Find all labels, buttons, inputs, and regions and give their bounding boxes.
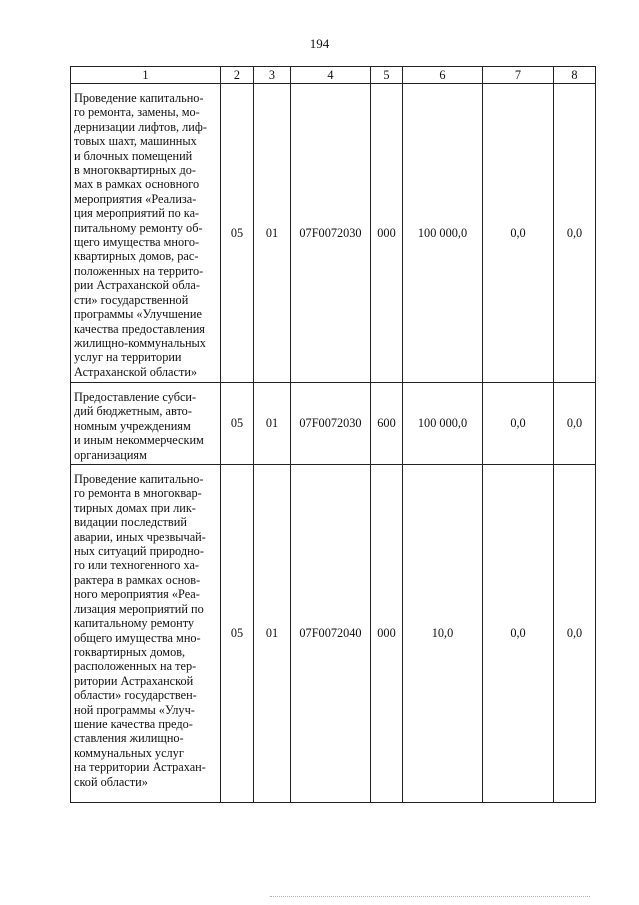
description-line: ритории Астраханской: [74, 673, 194, 688]
description-line: го ремонта в многоквар-: [74, 486, 202, 501]
table-row: [71, 383, 596, 465]
amount-column-8: 0,0: [554, 383, 596, 465]
description-line: го или техногенного ха-: [74, 558, 200, 573]
description-line: программы «Улучшение: [74, 307, 202, 322]
section-code: 05: [221, 383, 254, 465]
description-line: товых шахт, машинных: [74, 134, 197, 149]
description-line: капитальному ремонту: [74, 616, 195, 631]
amount-column-6: 100 000,0: [403, 84, 483, 383]
description-line: качества предоставления: [74, 321, 205, 336]
description-line: ной программы «Улуч-: [74, 702, 195, 717]
amount-column-8: 0,0: [554, 465, 596, 803]
amount-column-7: 0,0: [483, 383, 554, 465]
expense-type-code: 000: [371, 84, 403, 383]
section-code: 05: [221, 84, 254, 383]
description-line: шение качества предо-: [74, 716, 193, 731]
description-line: питальному ремонту об-: [74, 220, 203, 235]
description-line: общего имущества мно-: [74, 630, 201, 645]
description-line: ской области»: [74, 774, 148, 789]
target-article-code: 07F0072030: [291, 383, 371, 465]
amount-column-8: 0,0: [554, 84, 596, 383]
description-line: го ремонта, замены, мо-: [74, 105, 200, 120]
description-line: положенных на террито-: [74, 263, 204, 278]
description-line: организациям: [74, 447, 147, 462]
amount-column-6: 10,0: [403, 465, 483, 803]
column-header-7: 7: [483, 67, 554, 84]
description-line: ных ситуаций природно-: [74, 544, 204, 559]
row-description: [71, 383, 221, 465]
row-description: [71, 84, 221, 383]
description-line: мах в рамках основного: [74, 177, 200, 192]
subsection-code: 01: [254, 383, 291, 465]
description-line: гоквартирных домов,: [74, 644, 186, 659]
amount-column-7: 0,0: [483, 84, 554, 383]
description-line: и иным некоммерческим: [74, 433, 204, 448]
description-line: сти» государственной: [74, 292, 189, 307]
subsection-code: 01: [254, 84, 291, 383]
table-row: [71, 84, 596, 383]
column-header-3: 3: [254, 67, 291, 84]
description-line: Предоставление субси-: [74, 390, 197, 404]
scan-artifact-line: [270, 896, 590, 897]
description-line: коммунальных услуг: [74, 745, 184, 760]
description-line: и блочных помещений: [74, 148, 193, 163]
description-line: номным учреждениям: [74, 418, 191, 433]
description-line: квартирных домов, рас-: [74, 249, 199, 264]
description-line: щего имущества много-: [74, 235, 200, 250]
description-line: жилищно-коммунальных: [74, 335, 206, 350]
row-description: [71, 465, 221, 803]
column-header-6: 6: [403, 67, 483, 84]
expense-type-code: 600: [371, 383, 403, 465]
description-line: ция мероприятий по ка-: [74, 206, 200, 221]
section-code: 05: [221, 465, 254, 803]
subsection-code: 01: [254, 465, 291, 803]
target-article-code: 07F0072030: [291, 84, 371, 383]
amount-column-7: 0,0: [483, 465, 554, 803]
amount-column-6: 100 000,0: [403, 383, 483, 465]
header-row: [71, 67, 596, 84]
column-header-4: 4: [291, 67, 371, 84]
description-line: области» государствен-: [74, 688, 197, 703]
description-line: ставления жилищно-: [74, 731, 184, 746]
description-line: на территории Астрахан-: [74, 760, 206, 775]
budget-table: [70, 66, 596, 803]
description-line: дернизации лифтов, лиф-: [74, 119, 207, 134]
description-line: аварии, иных чрезвычай-: [74, 529, 206, 544]
description-line: лизация мероприятий по: [74, 601, 204, 616]
description-line: Проведение капитально-: [74, 91, 204, 105]
description-line: Астраханской области»: [74, 364, 198, 379]
description-line: видации последствий: [74, 515, 187, 530]
description-line: мероприятия «Реализа-: [74, 191, 197, 206]
page-number: 194: [309, 36, 330, 51]
description-line: рактера в рамках основ-: [74, 572, 201, 587]
description-line: Проведение капитально-: [74, 472, 204, 487]
column-header-8: 8: [554, 67, 596, 84]
description-line: ного мероприятия «Реа-: [74, 587, 200, 602]
description-line: расположенных на тер-: [74, 659, 197, 674]
expense-type-code: 000: [371, 465, 403, 803]
description-line: дий бюджетным, авто-: [74, 404, 192, 419]
table-row: [71, 465, 596, 803]
description-line: в многоквартирных до-: [74, 163, 197, 178]
column-header-2: 2: [221, 67, 254, 84]
target-article-code: 07F0072040: [291, 465, 371, 803]
column-header-1: 1: [71, 67, 221, 84]
description-line: рии Астраханской обла-: [74, 278, 200, 293]
description-line: услуг на территории: [74, 350, 182, 365]
column-header-5: 5: [371, 67, 403, 84]
description-line: тирных домах при лик-: [74, 500, 196, 515]
